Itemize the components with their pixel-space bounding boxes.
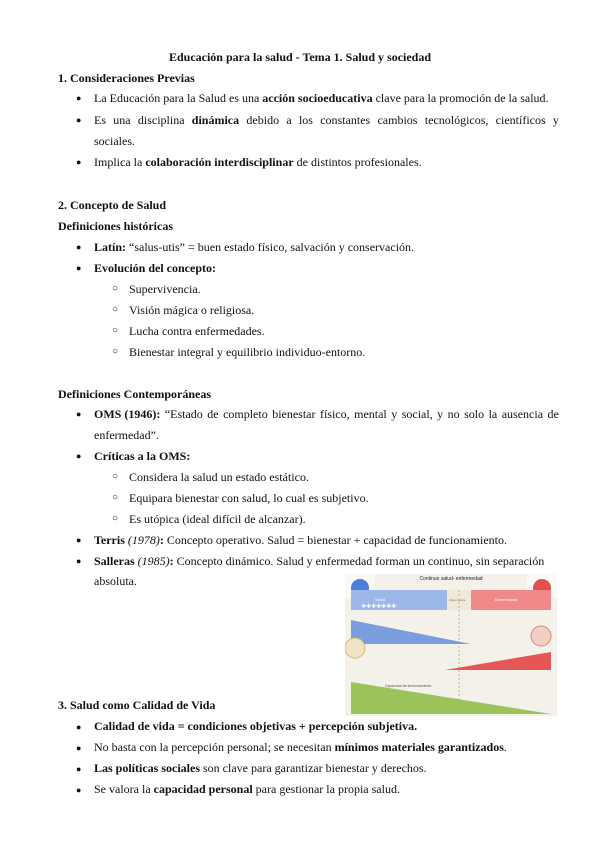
- bullet-dot: ●: [76, 764, 82, 774]
- s1-bullet-1: La Educación para la Salud es una acción socioeducativa clave para la promoción de la salud.: [94, 91, 549, 105]
- evolution-item: Bienestar integral y equilibrio individuo-entorno.: [129, 345, 366, 359]
- criticism-item: Considera la salud un estado estático.: [129, 470, 309, 484]
- evolution-item: Supervivencia.: [129, 282, 201, 296]
- neutral-band-label: Zona neutra: [449, 598, 466, 602]
- bullet-dot: ●: [76, 409, 82, 419]
- s3-bullet-1: Calidad de vida = condiciones objetivas + percepción subjetiva.: [94, 719, 418, 733]
- disease-band-label: Enfermedad: [495, 597, 517, 602]
- bullet-dot: ●: [76, 743, 82, 753]
- s1-bullet-3: Implica la colaboración interdisciplinar de distintos profesionales.: [94, 155, 422, 169]
- sub-bullet: ○: [112, 325, 119, 336]
- sub-bullet: ○: [112, 304, 119, 315]
- evolution-item: Lucha contra enfermedades.: [129, 324, 265, 338]
- historic-definitions-heading: Definiciones históricas: [58, 219, 173, 233]
- s3-bullet-4: Se valora la capacidad personal para gestionar la propia salud.: [94, 782, 400, 796]
- section-1-heading: 1. Consideraciones Previas: [58, 71, 195, 85]
- health-wedge: [351, 620, 471, 644]
- sub-bullet: ○: [112, 346, 119, 357]
- bullet-dot: ●: [76, 263, 82, 273]
- bullet-dot: ●: [76, 535, 82, 545]
- terris-definition: Terris (1978): Concepto operativo. Salud = bienestar + capacidad de funcionamiento.: [94, 533, 507, 547]
- oms-criticism-label: Críticas a la OMS:: [94, 449, 191, 463]
- sub-bullet: ○: [112, 513, 119, 524]
- salleras-definition-cont: absoluta.: [94, 574, 137, 588]
- document-title: Educación para la salud - Tema 1. Salud y sociedad: [168, 50, 432, 64]
- s3-bullet-3: Las políticas sociales son clave para garantizar bienestar y derechos.: [94, 761, 427, 775]
- bullet-dot: ●: [76, 722, 82, 732]
- s1-bullet-2-cont: sociales.: [94, 134, 135, 148]
- salleras-definition: Salleras (1985): Concepto dinámico. Salud y enfermedad forman un continuo, sin separación: [94, 554, 545, 568]
- smile-face-icon: [345, 638, 365, 658]
- evolution-label: Evolución del concepto:: [94, 261, 216, 275]
- criticism-item: Equipara bienestar con salud, lo cual es subjetivo.: [129, 491, 369, 505]
- bullet-dot: ●: [76, 242, 82, 252]
- latin-definition: Latín: “salus-utis” = buen estado físico, salvación y conservación.: [94, 240, 415, 254]
- disease-wedge: [445, 652, 551, 670]
- s3-bullet-2: No basta con la percepción personal; se necesitan mínimos materiales garantizados.: [94, 740, 507, 754]
- health-band-label: Salud: [375, 597, 386, 602]
- s1-bullet-2: Es una disciplina dinámica debido a los constantes cambios tecnológicos, científicos y: [94, 113, 559, 127]
- sub-bullet: ○: [112, 492, 119, 503]
- health-plus-signs: ✚✚✚✚✚✚✚: [361, 603, 397, 610]
- sub-bullet: ○: [112, 471, 119, 482]
- continuum-figure-svg: [345, 574, 557, 716]
- sad-face-icon: [531, 626, 551, 646]
- bullet-dot: ●: [76, 115, 82, 125]
- oms-definition-cont: enfermedad”.: [94, 428, 159, 442]
- bullet-dot: ●: [76, 556, 82, 566]
- section-3-heading: 3. Salud como Calidad de Vida: [58, 698, 216, 712]
- contemporary-definitions-heading: Definiciones Contemporáneas: [58, 387, 211, 401]
- bullet-dot: ●: [76, 157, 82, 167]
- functioning-label: Capacidad de funcionamiento: [385, 684, 432, 688]
- bullet-dot: ●: [76, 785, 82, 795]
- bullet-dot: ●: [76, 93, 82, 103]
- oms-definition: OMS (1946): “Estado de completo bienestar físico, mental y social, y no solo la ausencia de: [94, 407, 559, 421]
- evolution-item: Visión mágica o religiosa.: [129, 303, 255, 317]
- criticism-item: Es utópica (ideal difícil de alcanzar).: [129, 512, 306, 526]
- functioning-wedge: [351, 682, 551, 714]
- health-disease-continuum-figure: [345, 574, 557, 716]
- figure-title: Continuo salud- enfermedad: [419, 576, 483, 582]
- sub-bullet: ○: [112, 283, 119, 294]
- bullet-dot: ●: [76, 451, 82, 461]
- section-2-heading: 2. Concepto de Salud: [58, 198, 167, 212]
